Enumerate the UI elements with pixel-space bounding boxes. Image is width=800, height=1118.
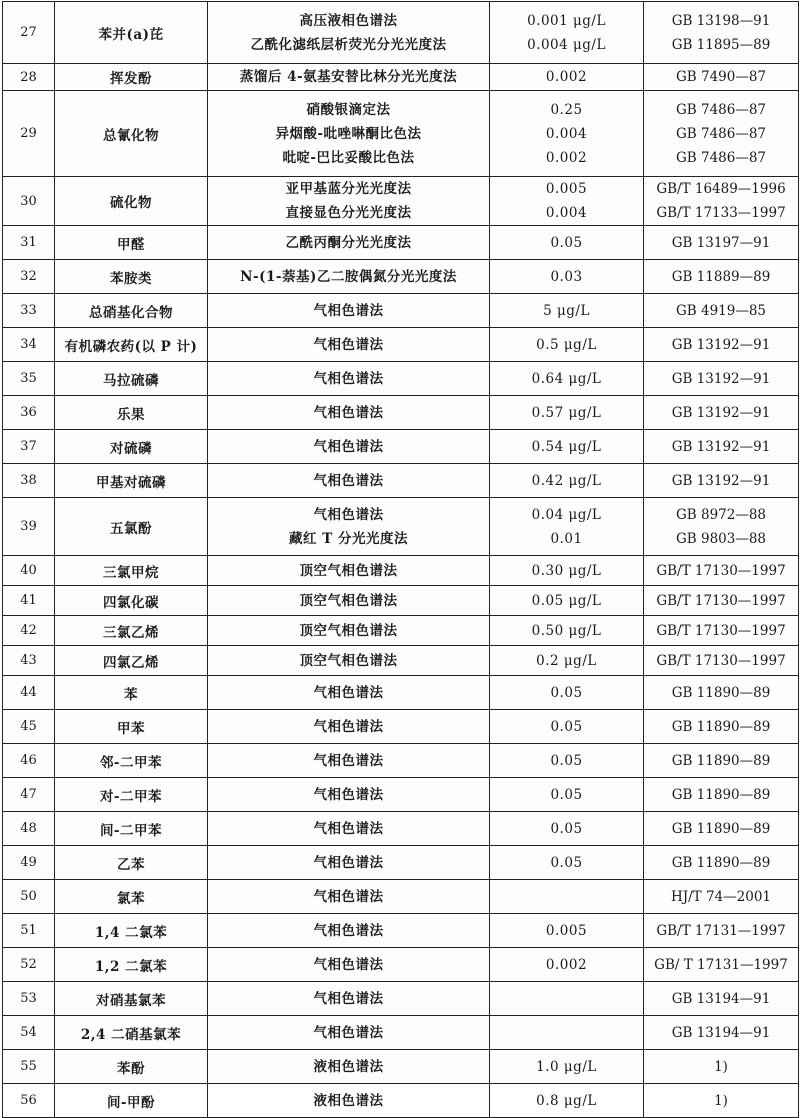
analysis-method-line: 直接显色分光光度法 [285, 205, 412, 221]
standard-code-line: GB 11889—89 [671, 268, 771, 285]
standard-code [644, 177, 799, 226]
standard-code [644, 1084, 799, 1118]
row-number: 47 [3, 778, 55, 812]
table-row [3, 91, 799, 177]
standard-code-line: GB 11890—89 [671, 752, 771, 769]
table-row [3, 64, 799, 91]
standard-code-line: GB 13198—91 [671, 12, 771, 29]
standard-code [644, 1016, 799, 1050]
detection-limit-line: 0.002 [545, 149, 588, 166]
analysis-method-line: 乙酰化滤纸层析荧光分光光度法 [250, 36, 447, 53]
standard-code-line: GB 7490—87 [675, 69, 767, 85]
detection-limit [490, 177, 644, 226]
table-row [3, 744, 799, 778]
row-number: 48 [3, 812, 55, 846]
row-number: 52 [3, 948, 55, 982]
standard-code-line: GB/ T 17131—1997 [654, 956, 788, 973]
table-row [3, 586, 799, 616]
analysis-method [208, 744, 490, 778]
table-row [3, 914, 799, 948]
substance-name: 对-二甲苯 [55, 778, 208, 812]
analysis-method [208, 498, 490, 556]
analysis-method [208, 646, 490, 676]
detection-limit [490, 328, 644, 362]
row-number: 46 [3, 744, 55, 778]
row-number: 43 [3, 646, 55, 676]
standard-code-line: GB 7486—87 [675, 101, 767, 118]
detection-limit-line: 0.004 [545, 125, 588, 142]
table-row [3, 177, 799, 226]
detection-limit-line: 0.25 [550, 101, 583, 118]
substance-name: 氯苯 [55, 880, 208, 914]
substance-name: 苯酚 [55, 1050, 208, 1084]
standard-code-line: GB 13192—91 [671, 336, 771, 353]
analysis-method [208, 914, 490, 948]
substance-name: 1,2 二氯苯 [55, 948, 208, 982]
detection-limit [490, 260, 644, 294]
row-number: 53 [3, 982, 55, 1016]
row-number: 38 [3, 464, 55, 498]
analysis-method [208, 982, 490, 1016]
analysis-method [208, 676, 490, 710]
detection-limit-line: 0.004 μg/L [527, 36, 606, 53]
standard-code-line: GB 13197—91 [671, 234, 771, 251]
row-number: 33 [3, 294, 55, 328]
table-row [3, 1084, 799, 1118]
substance-name: 1,4 二氯苯 [55, 914, 208, 948]
standard-code [644, 880, 799, 914]
standard-code-line: GB 13192—91 [671, 370, 771, 387]
analysis-method [208, 177, 490, 226]
row-number: 49 [3, 846, 55, 880]
standard-code-line: GB 11890—89 [671, 718, 771, 735]
substance-name: 邻-二甲苯 [55, 744, 208, 778]
analysis-method [208, 294, 490, 328]
analysis-method-line: 液相色谱法 [313, 1058, 384, 1075]
substance-name: 乙苯 [55, 846, 208, 880]
detection-limit-line: 0.001 μg/L [527, 12, 606, 29]
standard-code [644, 498, 799, 556]
table-row [3, 260, 799, 294]
table-row [3, 812, 799, 846]
analysis-method-line: 气相色谱法 [313, 922, 384, 939]
analysis-method [208, 64, 490, 91]
substance-name: 三氯乙烯 [55, 616, 208, 646]
standard-code-line: GB/T 16489—1996 [656, 181, 786, 197]
detection-limit-line: 0.05 [550, 820, 583, 837]
detection-limit [490, 294, 644, 328]
standard-code [644, 646, 799, 676]
row-number: 36 [3, 396, 55, 430]
analysis-method-line: 气相色谱法 [313, 684, 384, 701]
detection-limit-line: 0.005 [545, 181, 588, 197]
row-number: 32 [3, 260, 55, 294]
row-number: 35 [3, 362, 55, 396]
detection-limit-line: 0.50 μg/L [531, 622, 602, 639]
substance-name: 苯并(a)芘 [55, 2, 208, 64]
analysis-method-line: 液相色谱法 [313, 1092, 384, 1109]
analysis-method [208, 710, 490, 744]
substance-name: 对硫磷 [55, 430, 208, 464]
analysis-method-line: 气相色谱法 [313, 854, 384, 871]
row-number: 40 [3, 556, 55, 586]
substance-name: 马拉硫磷 [55, 362, 208, 396]
standard-code-line: GB 8972—88 [675, 506, 767, 523]
detection-limit [490, 646, 644, 676]
substance-name: 甲苯 [55, 710, 208, 744]
detection-limit [490, 676, 644, 710]
detection-limit [490, 1050, 644, 1084]
analysis-method [208, 430, 490, 464]
row-number: 44 [3, 676, 55, 710]
detection-limit-line: 0.05 μg/L [531, 592, 602, 609]
detection-limit-line: 0.01 [550, 530, 583, 547]
detection-limit [490, 744, 644, 778]
detection-limit-line: 0.05 [550, 854, 583, 871]
analysis-method [208, 396, 490, 430]
standard-code-line: HJ/T 74—2001 [670, 888, 772, 905]
standard-code [644, 294, 799, 328]
analysis-method-line: 气相色谱法 [313, 956, 384, 973]
detection-limit [490, 778, 644, 812]
detection-limit [490, 914, 644, 948]
analysis-method-line: 气相色谱法 [313, 472, 384, 489]
analysis-method-line: 气相色谱法 [313, 1024, 384, 1041]
detection-limit [490, 982, 644, 1016]
analysis-method-line: N-(1-萘基)乙二胺偶氮分光光度法 [240, 268, 457, 285]
table-row [3, 294, 799, 328]
analysis-method [208, 778, 490, 812]
analysis-method [208, 616, 490, 646]
standard-code [644, 91, 799, 177]
analysis-method [208, 948, 490, 982]
analysis-method-line: 气相色谱法 [313, 752, 384, 769]
standard-code-line: GB 4919—85 [675, 302, 767, 319]
row-number: 27 [3, 2, 55, 64]
analysis-method-line: 气相色谱法 [313, 404, 384, 421]
detection-limit [490, 226, 644, 260]
detection-limit-line: 5 μg/L [543, 302, 590, 319]
detection-limit-line: 0.5 μg/L [536, 336, 597, 353]
table-row [3, 464, 799, 498]
detection-limit [490, 948, 644, 982]
detection-limit [490, 846, 644, 880]
detection-limit-line: 0.8 μg/L [536, 1092, 597, 1109]
standard-code [644, 464, 799, 498]
standard-code-line: GB 9803—88 [675, 530, 767, 547]
detection-limit-line: 0.04 μg/L [531, 506, 602, 523]
row-number: 28 [3, 64, 55, 91]
row-number: 41 [3, 586, 55, 616]
analysis-method-line: 乙酰丙酮分光光度法 [285, 234, 412, 251]
analysis-method [208, 91, 490, 177]
substance-name: 硫化物 [55, 177, 208, 226]
standard-code-line: GB 11890—89 [671, 820, 771, 837]
table-row [3, 1016, 799, 1050]
table-body [3, 2, 799, 1118]
standard-code-line: GB 13192—91 [671, 438, 771, 455]
detection-limit [490, 710, 644, 744]
detection-limit [490, 586, 644, 616]
substance-name: 挥发酚 [55, 64, 208, 91]
detection-limit-line: 0.05 [550, 786, 583, 803]
standard-code-line: GB 7486—87 [675, 125, 767, 142]
standard-code [644, 430, 799, 464]
analysis-method-line: 亚甲基蓝分光光度法 [285, 181, 412, 197]
analysis-method [208, 260, 490, 294]
table-row [3, 396, 799, 430]
detection-limit [490, 396, 644, 430]
analysis-method-line: 藏红 T 分光光度法 [289, 530, 408, 547]
table-row [3, 1050, 799, 1084]
row-number: 42 [3, 616, 55, 646]
detection-limit [490, 1016, 644, 1050]
standard-code [644, 846, 799, 880]
substance-name: 间-二甲苯 [55, 812, 208, 846]
substance-name: 对硝基氯苯 [55, 982, 208, 1016]
table-row [3, 362, 799, 396]
standard-code [644, 710, 799, 744]
detection-limit [490, 91, 644, 177]
analysis-method-line: 硝酸银滴定法 [306, 101, 391, 118]
analysis-method-line: 顶空气相色谱法 [299, 652, 398, 669]
detection-limit [490, 2, 644, 64]
standard-code [644, 396, 799, 430]
row-number: 39 [3, 498, 55, 556]
analysis-method [208, 812, 490, 846]
standard-code [644, 260, 799, 294]
standard-code [644, 362, 799, 396]
table-row [3, 778, 799, 812]
standard-code [644, 586, 799, 616]
table-row [3, 226, 799, 260]
standard-code [644, 914, 799, 948]
standard-code-line: GB/T 17131—1997 [656, 922, 786, 939]
analysis-method [208, 328, 490, 362]
detection-limit [490, 880, 644, 914]
standard-code [644, 328, 799, 362]
analysis-method-line: 气相色谱法 [313, 438, 384, 455]
detection-limit-line: 0.64 μg/L [531, 370, 602, 387]
standard-code [644, 812, 799, 846]
analysis-method-line: 气相色谱法 [313, 786, 384, 803]
row-number: 37 [3, 430, 55, 464]
table-row [3, 328, 799, 362]
substance-name: 五氯酚 [55, 498, 208, 556]
analysis-method [208, 1016, 490, 1050]
detection-limit [490, 616, 644, 646]
table-row [3, 556, 799, 586]
standards-table [2, 1, 799, 1118]
standard-code-line: GB 11890—89 [671, 786, 771, 803]
substance-name: 苯 [55, 676, 208, 710]
substance-name: 总硝基化合物 [55, 294, 208, 328]
standard-code-line: GB/T 17130—1997 [656, 592, 786, 609]
detection-limit-line: 1.0 μg/L [536, 1058, 597, 1075]
standard-code-line: GB 11895—89 [671, 36, 771, 53]
detection-limit-line: 0.57 μg/L [531, 404, 602, 421]
standard-code-line: GB 7486—87 [675, 149, 767, 166]
analysis-method [208, 880, 490, 914]
standard-code [644, 556, 799, 586]
detection-limit-line: 0.30 μg/L [531, 562, 602, 579]
detection-limit-line: 0.42 μg/L [531, 472, 602, 489]
standard-code [644, 2, 799, 64]
detection-limit [490, 64, 644, 91]
detection-limit [490, 430, 644, 464]
analysis-method-line: 顶空气相色谱法 [299, 562, 398, 579]
row-number: 34 [3, 328, 55, 362]
detection-limit [490, 362, 644, 396]
substance-name: 三氯甲烷 [55, 556, 208, 586]
analysis-method-line: 吡啶-巴比妥酸比色法 [282, 149, 415, 166]
substance-name: 乐果 [55, 396, 208, 430]
substance-name: 有机磷农药(以 P 计) [55, 328, 208, 362]
analysis-method-line: 气相色谱法 [313, 820, 384, 837]
table-row [3, 2, 799, 64]
row-number: 54 [3, 1016, 55, 1050]
analysis-method-line: 异烟酸-吡唑啉酮比色法 [275, 125, 422, 142]
standard-code [644, 1050, 799, 1084]
detection-limit-line: 0.05 [550, 752, 583, 769]
detection-limit-line: 0.2 μg/L [536, 652, 597, 669]
detection-limit-line: 0.004 [545, 205, 588, 221]
analysis-method [208, 226, 490, 260]
detection-limit-line: 0.005 [545, 922, 588, 939]
standard-code [644, 948, 799, 982]
detection-limit [490, 464, 644, 498]
detection-limit-line: 0.05 [550, 234, 583, 251]
analysis-method [208, 1084, 490, 1118]
row-number: 30 [3, 177, 55, 226]
analysis-method [208, 2, 490, 64]
analysis-method [208, 586, 490, 616]
row-number: 31 [3, 226, 55, 260]
standard-code [644, 982, 799, 1016]
analysis-method-line: 蒸馏后 4-氨基安替比林分光光度法 [239, 69, 458, 85]
standard-code-line: GB/T 17133—1997 [656, 205, 786, 221]
detection-limit [490, 812, 644, 846]
analysis-method [208, 464, 490, 498]
standard-code [644, 64, 799, 91]
detection-limit [490, 1084, 644, 1118]
standard-code-line: 1) [714, 1092, 728, 1109]
table-row [3, 616, 799, 646]
detection-limit-line: 0.54 μg/L [531, 438, 602, 455]
table-row [3, 846, 799, 880]
standard-code-line: GB 13192—91 [671, 472, 771, 489]
analysis-method-line: 高压液相色谱法 [299, 12, 398, 29]
analysis-method-line: 顶空气相色谱法 [299, 592, 398, 609]
standard-code-line: GB 13194—91 [671, 1024, 771, 1041]
analysis-method-line: 气相色谱法 [313, 718, 384, 735]
analysis-method-line: 气相色谱法 [313, 888, 384, 905]
analysis-method-line: 顶空气相色谱法 [299, 622, 398, 639]
standard-code [644, 226, 799, 260]
table-row [3, 982, 799, 1016]
analysis-method-line: 气相色谱法 [313, 370, 384, 387]
analysis-method-line: 气相色谱法 [313, 506, 384, 523]
table-row [3, 880, 799, 914]
table-row [3, 498, 799, 556]
detection-limit-line: 0.05 [550, 718, 583, 735]
standard-code-line: GB/T 17130—1997 [656, 652, 786, 669]
row-number: 56 [3, 1084, 55, 1118]
substance-name: 总氰化物 [55, 91, 208, 177]
substance-name: 四氯乙烯 [55, 646, 208, 676]
analysis-method [208, 556, 490, 586]
detection-limit-line: 0.05 [550, 684, 583, 701]
row-number: 29 [3, 91, 55, 177]
standard-code-line: GB 11890—89 [671, 684, 771, 701]
row-number: 45 [3, 710, 55, 744]
substance-name: 甲醛 [55, 226, 208, 260]
standard-code-line: GB 13194—91 [671, 990, 771, 1007]
row-number: 50 [3, 880, 55, 914]
standard-code [644, 676, 799, 710]
substance-name: 间-甲酚 [55, 1084, 208, 1118]
standard-code-line: GB/T 17130—1997 [656, 622, 786, 639]
standard-code [644, 616, 799, 646]
table-row [3, 710, 799, 744]
detection-limit [490, 556, 644, 586]
detection-limit-line: 0.002 [545, 956, 588, 973]
substance-name: 四氯化碳 [55, 586, 208, 616]
substance-name: 2,4 二硝基氯苯 [55, 1016, 208, 1050]
analysis-method-line: 气相色谱法 [313, 302, 384, 319]
substance-name: 甲基对硫磷 [55, 464, 208, 498]
standard-code-line: GB 11890—89 [671, 854, 771, 871]
table-row [3, 948, 799, 982]
standard-code-line: 1) [714, 1058, 728, 1075]
analysis-method [208, 1050, 490, 1084]
substance-name: 苯胺类 [55, 260, 208, 294]
analysis-method [208, 846, 490, 880]
standard-code-line: GB 13192—91 [671, 404, 771, 421]
detection-limit-line: 0.002 [545, 69, 588, 85]
row-number: 55 [3, 1050, 55, 1084]
detection-limit [490, 498, 644, 556]
analysis-method [208, 362, 490, 396]
analysis-method-line: 气相色谱法 [313, 990, 384, 1007]
standard-code [644, 744, 799, 778]
row-number: 51 [3, 914, 55, 948]
table-row [3, 430, 799, 464]
analysis-method-line: 气相色谱法 [313, 336, 384, 353]
table-row [3, 646, 799, 676]
detection-limit-line: 0.03 [550, 268, 583, 285]
standard-code-line: GB/T 17130—1997 [656, 562, 786, 579]
standard-code [644, 778, 799, 812]
table-row [3, 676, 799, 710]
